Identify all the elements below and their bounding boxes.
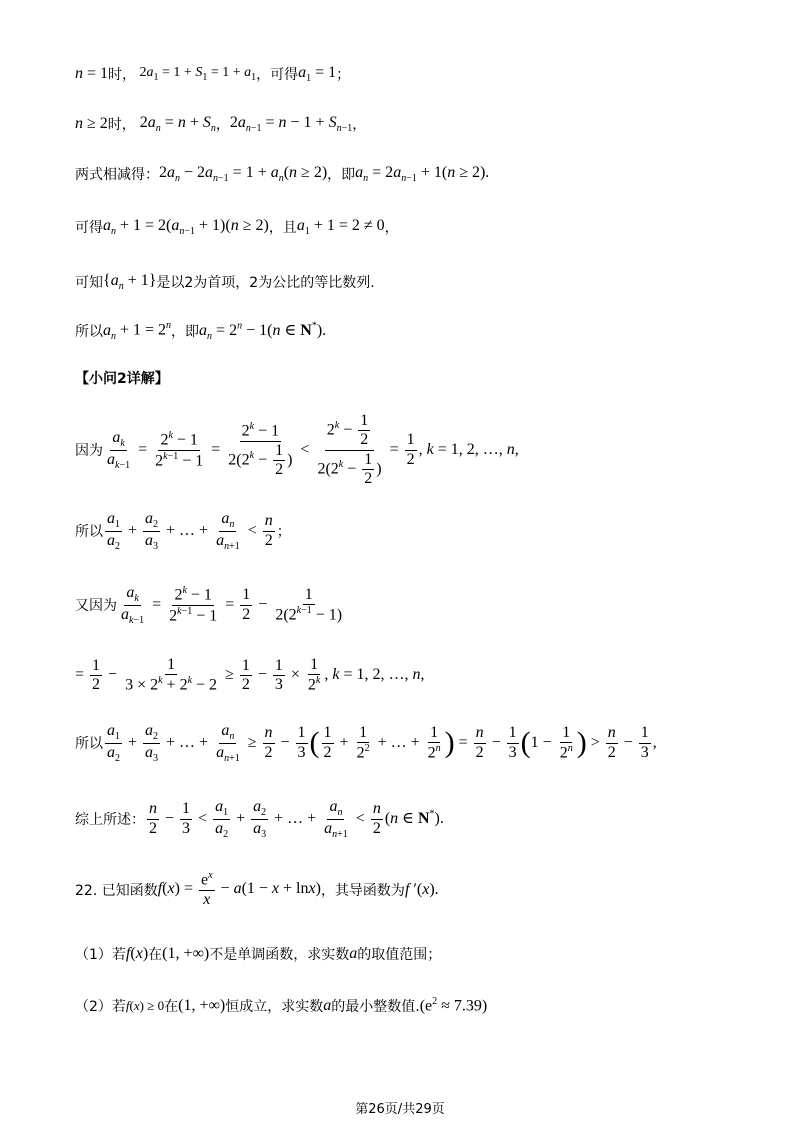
derivation-line-7: 因为 $\frac{a_k}{a_{k-1}}$ = $\frac{2^k - 1}{2^{k-1} - 1}$ = $2^k - 1$ $2(2^k$ − $\frac{1}{2}$ ) < $2^k$ − $\frac{1}{2}$ $2(2^k$ − $\frac{1}{2}$ ) = $\frac{1}{2}$ , k = 1, 2, …, n, — [75, 412, 519, 488]
derivation-line-10: = $\frac{1}{2}$ − $\frac{1}{3 \times 2^k + 2^k - 2}$ ≥ $\frac{1}{2}$ − $\frac{1}{3}$ × $\frac{1}{2^k}$ , k = 1, 2, …, n, — [75, 656, 425, 694]
q22-text: 22. 已知函数 — [75, 882, 158, 899]
p1-text-b: 在 — [148, 947, 163, 963]
text-comma-2: ， — [352, 117, 367, 134]
derivation-line-3: 两式相减得： $2a_n - 2a_{n-1} = 1 + a_n(n \ge 2)$ ，即 $a_n = 2a_{n-1} + 1(n \ge 2)$. — [75, 164, 490, 185]
derivation-line-6: 所以 $a_n + 1 = 2^n$ ，即 $a_n = 2^n - 1(n$ ∈ N*). — [75, 320, 327, 343]
question-22-part-2: （2）若 f(x) ≥ 0 在 (1, +∞) 恒成立，求实数 a 的最小整数值. $(e^2 \approx 7.39)$ — [75, 996, 488, 1015]
p2-text: （2）若 — [75, 999, 126, 1015]
p1-text-c: 不是单调函数，求实数 — [209, 947, 350, 963]
q22-text-b: ，其导函数为 — [320, 882, 405, 899]
text-semi: ； — [336, 67, 351, 84]
text-comma: ， — [215, 117, 230, 134]
derivation-line-12: 综上所述： $\frac{n}{2}$ − $\frac{1}{3}$ < $\frac{a_1}{a_2}$ + $\frac{a_2}{a_3}$ + … + $\frac{a_n}{a_{n+1}}$ < $\frac{n}{2}$ (n ∈ N*). — [75, 798, 444, 840]
text-shi: 时， — [108, 67, 137, 84]
p1-text: （1）若 — [75, 947, 126, 963]
text-liangshi: 两式相减得： — [75, 167, 159, 184]
text-ji: ，即 — [327, 167, 356, 184]
section-heading — [75, 368, 760, 388]
text-youyinwei: 又因为 — [75, 598, 117, 615]
derivation-line-5: 可知 $\{a_n + 1\}$ 是以2为首项，2为公比的等比数列. — [75, 272, 375, 293]
text-suoyi-2: 所以 — [75, 524, 103, 541]
text-kede: ，可得 — [256, 67, 299, 84]
text-yinwei: 因为 — [75, 443, 103, 460]
text-semi-2: ； — [276, 524, 291, 541]
question-22-part-1: （1）若 f(x) 在 (1, +∞) 不是单调函数，求实数 a 的取值范围； — [75, 945, 442, 963]
p2-text-c: 恒成立，求实数 — [225, 999, 324, 1015]
text-kezhi: 可知 — [75, 275, 103, 292]
derivation-line-11: 所以 $\frac{a_1}{a_2}$ + $\frac{a_2}{a_3}$ + … + $\frac{a_n}{a_{n+1}}$ ≥ $\frac{n}{2}$ − $\frac{1}{3}$ ( $\frac{1}{2}$ + $\frac{1}{2^2}$ + … + $\frac{1}{2^n}$ ) = $\frac{n}{2}$ − $\frac{1}{3}$ (1 − $\frac{1}{2^n}$ ) > $\frac{n}{2}$ − $\frac{1}{3}$ , — [75, 722, 657, 764]
derivation-line-2: n ≥ 2 时， $2a_n = n + S_n$ ， $2a_{n-1} = n - 1 + S_{n-1}$ ， — [75, 114, 367, 135]
p2-text-d: 的最小整数值. — [331, 999, 420, 1015]
text-geometric: 是以2为首项，2为公比的等比数列. — [156, 275, 375, 292]
text-ji-2: ，即 — [171, 324, 200, 341]
derivation-line-9: 又因为 $\frac{a_k}{a_{k-1}}$ = $\frac{2^k - 1}{2^{k-1} - 1}$ = $\frac{1}{2}$ − $\frac{1}{2(2^{k-1} - 1)}$ — [75, 584, 343, 626]
text-comma-3: ， — [384, 220, 399, 237]
derivation-line-4: 可得 $a_n + 1 = 2(a_{n-1} + 1)(n \ge 2)$ ，且 $a_1 + 1 = 2 \ne 0$ ， — [75, 217, 399, 238]
text-qie: ，且 — [268, 220, 297, 237]
text-kede2: 可得 — [75, 220, 103, 237]
heading-text: 【小问2详解】 — [75, 371, 169, 387]
text-zongshang: 综上所述： — [75, 812, 145, 829]
p1-text-d: 的取值范围； — [357, 947, 442, 963]
text-shi-2: 时， — [107, 117, 136, 134]
text-suoyi: 所以 — [75, 324, 103, 341]
derivation-line-1: n = 1 时， $2a_1 = 1 + S_1 = 1 + a_1$ ，可得 $a_1 = 1$ ； — [75, 64, 351, 85]
p2-text-b: 在 — [164, 999, 179, 1015]
derivation-line-8: 所以 $\frac{a_1}{a_2}$ + $\frac{a_2}{a_3}$ + … + $\frac{a_n}{a_{n+1}}$ < $\frac{n}{2}$ ； — [75, 510, 291, 552]
page-footer: 第26页/共29页 — [355, 1102, 445, 1117]
text-suoyi-3: 所以 — [75, 736, 103, 753]
question-22: 22. 已知函数 f(x) = $\frac{e^x}{x}$ − a(1 − x + lnx) ，其导函数为 f ′(x). — [75, 870, 439, 908]
